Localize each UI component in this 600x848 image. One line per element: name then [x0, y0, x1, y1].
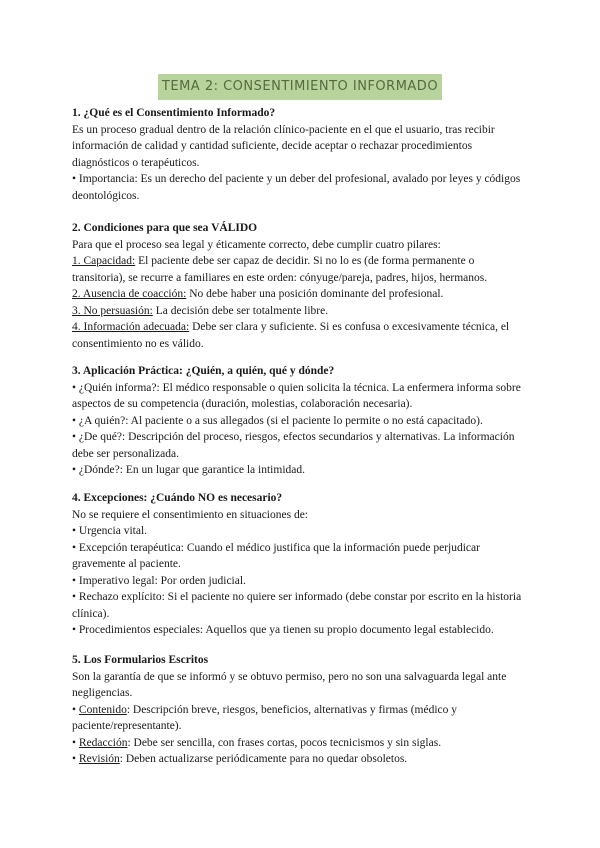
condition-item — [72, 319, 530, 352]
condition-item — [72, 303, 530, 320]
condition-label: 1. Capacidad: — [72, 255, 136, 267]
condition-text: El paciente debe ser capaz de decidir. Si no lo es (de forma permanente o transitoria), se recurre a familiares en este orden: cónyuge/pareja, padres, hijos, hermanos. — [72, 255, 488, 284]
form-item — [72, 702, 530, 735]
section-1-paragraph: Es un proceso gradual dentro de la relación clínico-paciente en el que el usuario, tras recibir información de calidad y cantidad suficiente, decide aceptar o rechazar procedimientos diagnósticos o terapéuticos. — [72, 123, 495, 169]
condition-item — [72, 286, 530, 303]
section-1-heading: 1. ¿Qué es el Consentimiento Informado? — [72, 107, 276, 119]
condition-text: Debe ser clara y suficiente. Si es confusa o excesivamente técnica, el consentimiento no es válido. — [72, 321, 510, 350]
condition-label: 3. No persuasión: — [72, 304, 153, 317]
condition-item — [72, 253, 530, 286]
list-item: • ¿Quién informa?: El médico responsable o quien solicita la técnica. La enfermera informa sobre aspectos de su competencia (duración, molestias, colaboración necesaria). — [72, 381, 521, 410]
section-5 — [72, 652, 530, 768]
section-1 — [72, 105, 530, 204]
section-3-heading: 3. Aplicación Práctica: ¿Quién, a quién, qué y dónde? — [72, 365, 335, 377]
section-4-heading: 4. Excepciones: ¿Cuándo NO es necesario? — [72, 492, 283, 504]
form-item-text: : Descripción breve, riesgos, beneficios, alternativas y firmas (médico y paciente/representante). — [72, 703, 458, 732]
section-5-heading: 5. Los Formularios Escritos — [72, 654, 209, 666]
section-2-intro: Para que el proceso sea legal y éticamente correcto, debe cumplir cuatro pilares: — [72, 238, 441, 251]
bullet: • — [72, 753, 79, 765]
condition-text: No debe haber una posición dominante del profesional. — [186, 288, 444, 300]
form-item-label: Redacción — [78, 736, 128, 749]
section-2 — [72, 220, 530, 352]
title-container — [0, 74, 600, 100]
bullet: • — [72, 703, 79, 716]
form-item-label: Contenido — [78, 703, 127, 716]
list-item: • Excepción terapéutica: Cuando el médico justifica que la información puede perjudicar gravemente al paciente. — [72, 541, 480, 570]
form-item-label: Revisión — [78, 753, 120, 765]
list-item: • Rechazo explícito: Si el paciente no quiere ser informado (debe constar por escrito en la historia clínica). — [72, 591, 522, 620]
list-item: • ¿Dónde?: En un lugar que garantice la intimidad. — [72, 464, 305, 476]
list-item: • Procedimientos especiales: Aquellos que ya tienen su propio documento legal establecido. — [72, 624, 494, 636]
condition-text: La decisión debe ser totalmente libre. — [152, 304, 329, 317]
list-item: • ¿De qué?: Descripción del proceso, riesgos, efectos secundarios y alternativas. La información debe ser personalizada. — [72, 431, 515, 460]
form-item-text: : Deben actualizarse periódicamente para no quedar obsoletos. — [119, 753, 408, 765]
form-item — [72, 751, 530, 768]
list-item: • ¿A quién?: Al paciente o a sus allegados (si el paciente lo permite o no está capacitado). — [72, 414, 483, 427]
bullet: • — [72, 736, 79, 749]
section-4-intro: No se requiere el consentimiento en situaciones de: — [72, 508, 308, 521]
section-5-intro: Son la garantía de que se informó y se obtuvo permiso, pero no son una salvaguarda legal ante negligencias. — [72, 670, 507, 699]
section-4 — [72, 490, 530, 639]
condition-label: 4. Información adecuada: — [72, 321, 190, 333]
section-1-importance: • Importancia: Es un derecho del paciente y un deber del profesional, avalado por leyes y códigos deontológicos. — [72, 173, 521, 202]
list-item: • Imperativo legal: Por orden judicial. — [72, 574, 246, 587]
section-3 — [72, 363, 530, 479]
list-item: • Urgencia vital. — [72, 525, 148, 537]
form-item — [72, 735, 530, 752]
section-2-heading: 2. Condiciones para que sea VÁLIDO — [72, 222, 258, 234]
form-item-text: : Debe ser sencilla, con frases cortas, pocos tecnicismos y sin siglas. — [127, 736, 442, 749]
condition-label: 2. Ausencia de coacción: — [72, 288, 187, 300]
page-title: TEMA 2: CONSENTIMIENTO INFORMADO — [158, 74, 442, 100]
